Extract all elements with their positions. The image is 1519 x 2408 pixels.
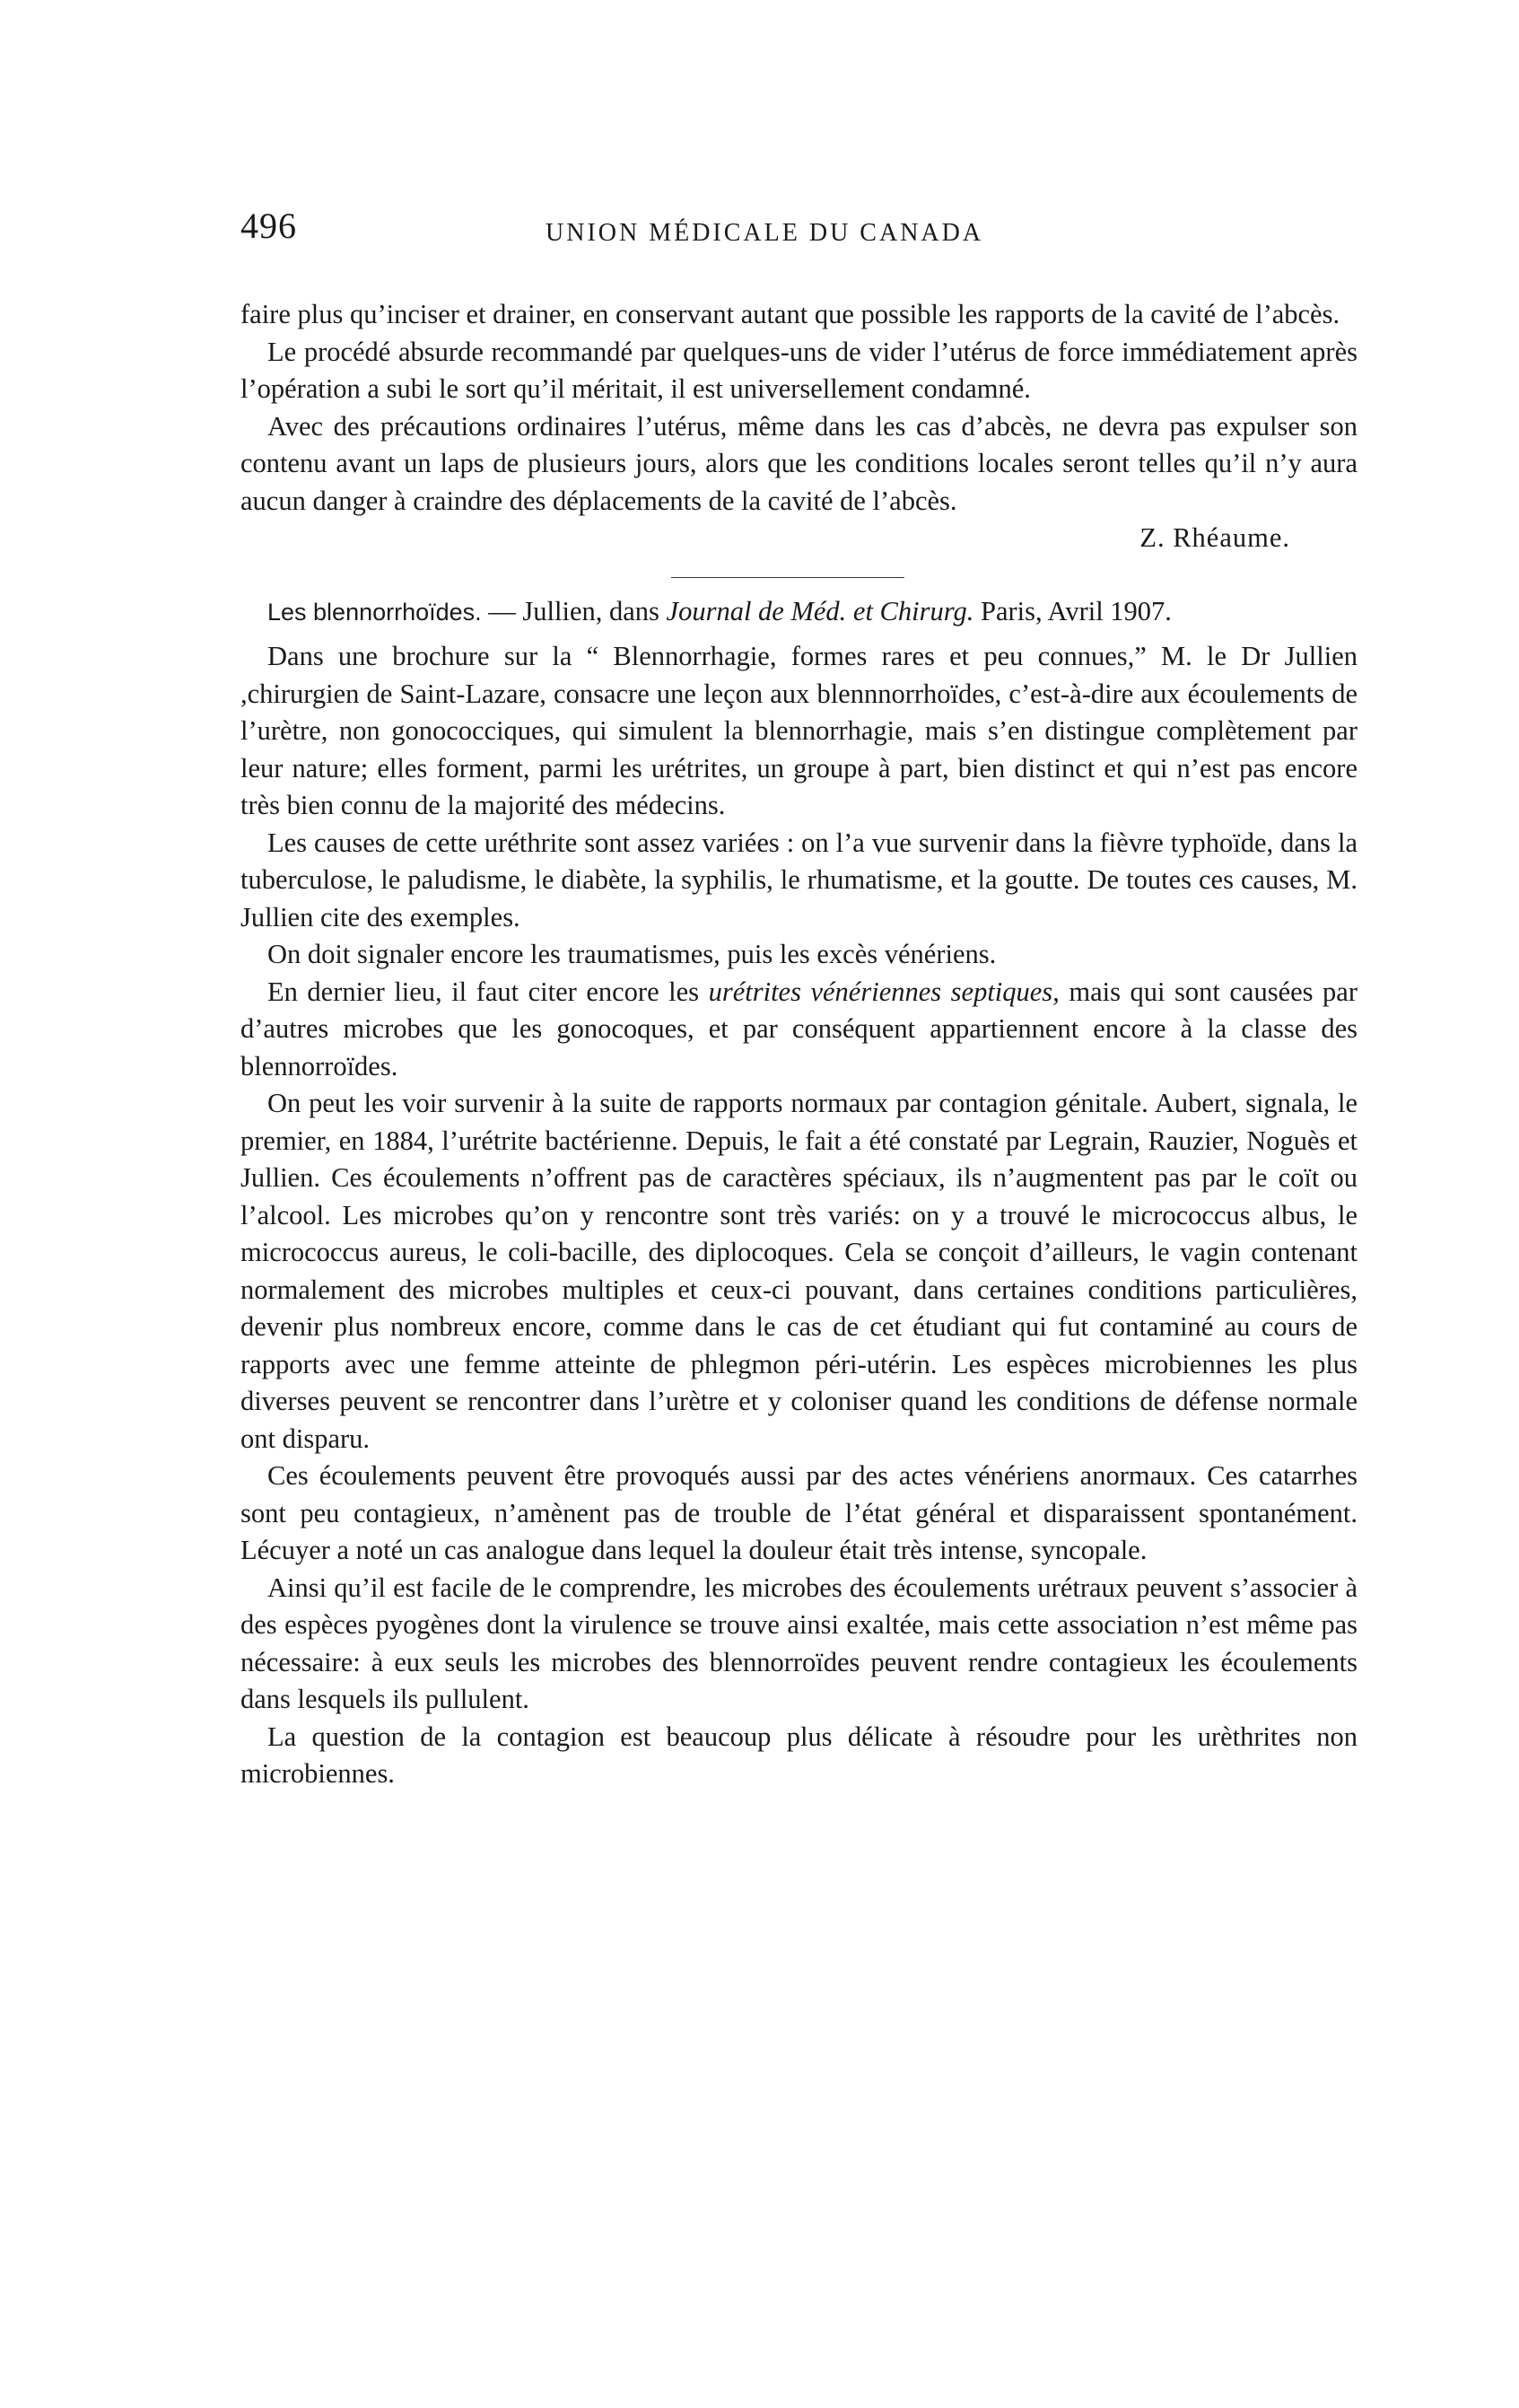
abstract-heading (240, 593, 1357, 632)
paragraph: La question de la contagion est beaucoup plus délicate à résoudre pour les urèthrites non microbiennes. (240, 1721, 1357, 1789)
text-run: En dernier lieu, il faut citer encore les (267, 976, 709, 1007)
page-number: 496 (240, 206, 297, 246)
paragraph: Dans une brochure sur la “ Blennorrhagie, formes rares et peu connues,” M. le Dr Jullien ,chirurgien de Saint-Lazare, consacre une leçon aux blennnorrhoïdes, c’est-à-dire aux écoulements de l’urètre, non gonococciques, qui simulent la blennorrhagie, mais s’en distingue complètement par leur nature; elles forment, parmi les urétrites, un groupe à part, bien distinct et qui n’est pas encore très bien connu de la majorité des médecins. (240, 641, 1357, 820)
section-divider (240, 557, 1357, 593)
paragraph: Les causes de cette uréthrite sont assez variées : on l’a vue survenir dans la fièvre typhoïde, dans la tuberculose, le paludisme, le diabète, la syphilis, le rhumatisme, et la goutte. De toutes ces causes, M. Jullien cite des exemples. (240, 827, 1357, 933)
abstract-journal: Journal de Méd. et Chirurg. (666, 595, 974, 626)
paragraph: On doit signaler encore les traumatismes, puis les excès vénériens. (267, 939, 997, 969)
abstract-author: — Jullien, dans (481, 595, 667, 626)
divider-rule (671, 577, 904, 578)
page-header (240, 205, 1357, 258)
paragraph: Ainsi qu’il est facile de le comprendre, les microbes des écoulements urétraux peuvent s’associer à des espèces pyogènes dont la virulence se trouve ainsi exaltée, mais cette association n’est même pas nécessaire: à eux seuls les microbes des blennorroïdes peuvent rendre contagieux les écoulements dans lesquels ils pullulent. (240, 1572, 1357, 1714)
text-run: mais qui sont causées par d’autres microbes que les gonocoques, et par conséquent appartiennent encore à la classe des blennorroïdes. (240, 976, 1357, 1081)
abstract-title: Les blennorrhoïdes. (267, 598, 482, 626)
italic-term: urétrites vénériennes septiques, (708, 976, 1060, 1007)
paragraph (240, 974, 1357, 1086)
paragraph: Avec des précautions ordinaires l’utérus, même dans les cas d’abcès, ne devra pas expulser son contenu avant un laps de plusieurs jours, alors que les conditions locales seront telles qu’il n’y aura aucun danger à craindre des déplacements de la cavité de l’abcès. (240, 410, 1357, 516)
paragraph: Le procédé absurde recommandé par quelques-uns de vider l’utérus de force immédiatement après l’opération a subi le sort qu’il méritait, il est universellement condamné. (240, 336, 1357, 404)
paragraph-continuation: faire plus qu’inciser et drainer, en conservant autant que possible les rapports de la cavité de l’abcès. (240, 299, 1340, 329)
paragraph: On peut les voir survenir à la suite de rapports normaux par contagion génitale. Aubert, signala, le premier, en 1884, l’urétrite bactérienne. Depuis, le fait a été constaté par Legrain, Rauzier, Noguès et Jullien. Ces écoulements n’offrent pas de caractères spéciaux, ils n’augmentent pas par le coït ou l’alcool. Les microbes qu’on y rencontre sont très variés: on y a trouvé le micrococcus albus, le micrococcus aureus, le coli-bacille, des diplocoques. Cela se conçoit d’ailleurs, le vagin contenant normalement des microbes multiples et ceux-ci pouvant, dans certaines conditions particulières, devenir plus nombreux encore, comme dans le cas de cet étudiant qui fut contaminé au cours de rapports avec une femme atteinte de phlegmon péri-utérin. Les espèces microbiennes les plus diverses peuvent se rencontrer dans l’urètre et y coloniser quand les conditions de défense normale ont disparu. (240, 1088, 1357, 1454)
paragraph: Ces écoulements peuvent être provoqués aussi par des actes vénériens anormaux. Ces catarrhes sont peu contagieux, n’amènent pas de trouble de l’état général et disparaissent spontanément. Lécuyer a noté un cas analogue dans lequel la douleur était très intense, syncopale. (240, 1460, 1357, 1565)
running-head: UNION MÉDICALE DU CANADA (546, 219, 984, 247)
abstract-place-date: Paris, Avril 1907. (973, 595, 1172, 626)
body-text (240, 296, 1357, 1793)
author-signature: Z. Rhéaume. (1139, 522, 1290, 553)
